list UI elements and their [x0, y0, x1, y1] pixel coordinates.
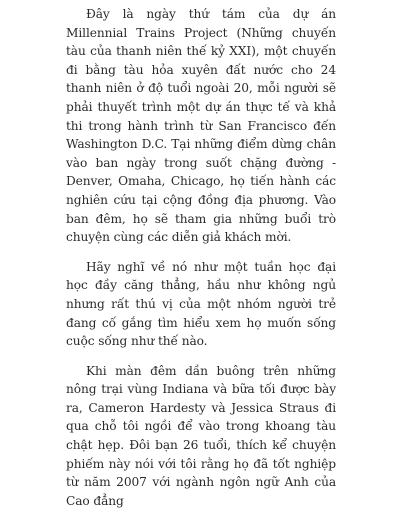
- paragraph-2: Hãy nghĩ về nó như một tuần học đại học đầy căng thẳng, hầu như không ngủ nhưng rất thú vị của một nhóm người trẻ đang cố gắng tìm hiểu xem họ muốn sống cuộc sống như thế nào.: [66, 259, 336, 349]
- paragraph-1: Đây là ngày thứ tám của dự án Millennial Trains Project (Những chuyến tàu của thanh niên thế kỷ XXI), một chuyến đi bằng tàu hỏa xuyên đất nước cho 24 thanh niên ở độ tuổi ngoài 20, mỗi người sẽ phải thuyết trình một dự án thực tế và khả thi trong hành trình từ San Francisco đến Washington D.C. Tại những điểm dừng chân vào ban ngày trong suốt chặng đường - Denver, Omaha, Chicago, họ tiến hành các nghiên cứu tại cộng đồng địa phương. Vào ban đêm, họ sẽ tham gia những buổi trò chuyện cùng các diễn giả khách mời.: [66, 7, 336, 245]
- body-text: [66, 5, 336, 510]
- paragraph-3: Khi màn đêm dần buông trên những nông trại vùng Indiana và bữa tối được bày ra, Cameron Hardesty và Jessica Straus đi qua chỗ tôi ngồi để vào trong khoang tàu chật hẹp. Đôi bạn 26 tuổi, thích kể chuyện phiếm này nói với tôi rằng họ đã tốt nghiệp từ năm 2007 với ngành ngôn ngữ Anh của Cao đẳng: [66, 363, 336, 508]
